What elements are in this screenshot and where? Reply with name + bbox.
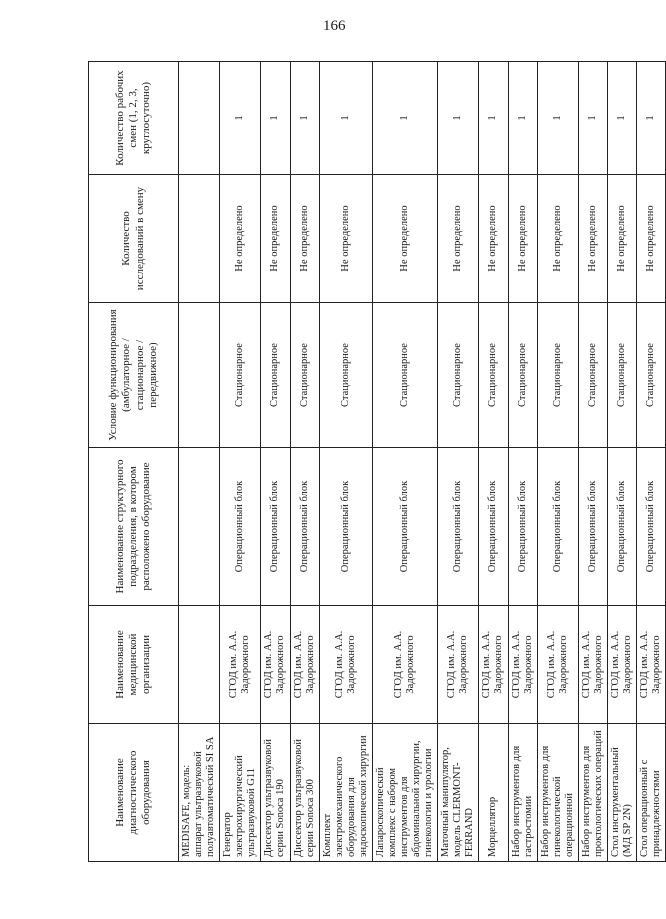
table-cell: Маточный манипулятор, модель CLERMONT-FERRAND bbox=[438, 724, 479, 862]
equipment-table bbox=[88, 61, 666, 862]
table-row bbox=[319, 62, 372, 862]
table-cell: Не определено bbox=[637, 175, 666, 303]
table-cell: Не определено bbox=[372, 175, 437, 303]
table-body bbox=[179, 62, 666, 862]
table-cell: 1 bbox=[372, 62, 437, 175]
table-cell: MEDISAFE, модель: аппарат ультразвуковой полуавтоматический SI SA bbox=[179, 724, 220, 862]
table-row bbox=[607, 62, 636, 862]
table-cell bbox=[179, 303, 220, 448]
table-cell: 1 bbox=[220, 62, 261, 175]
table-cell: 1 bbox=[479, 62, 508, 175]
table-row bbox=[290, 62, 319, 862]
table-cell: Операционный блок bbox=[261, 448, 290, 606]
table-cell: Не определено bbox=[438, 175, 479, 303]
table-cell: Операционный блок bbox=[607, 448, 636, 606]
table-cell: Не определено bbox=[508, 175, 537, 303]
table-cell: Операционный блок bbox=[372, 448, 437, 606]
table-cell: Не определено bbox=[290, 175, 319, 303]
table-cell: Стационарное bbox=[578, 303, 607, 448]
rotated-table-container bbox=[88, 62, 663, 862]
table-cell: СГОД им. А.А. Задорожного bbox=[578, 606, 607, 724]
table-cell: Стационарное bbox=[220, 303, 261, 448]
column-header: Условие функционирования (амбулаторное / стационарное / передвижное) bbox=[89, 303, 179, 448]
table-cell bbox=[179, 62, 220, 175]
table-row bbox=[578, 62, 607, 862]
table-cell: 1 bbox=[319, 62, 372, 175]
table-row bbox=[508, 62, 537, 862]
table-cell: Не определено bbox=[261, 175, 290, 303]
table-cell: Операционный блок bbox=[578, 448, 607, 606]
table-cell: СГОД им. А.А. Задорожного bbox=[637, 606, 666, 724]
table-cell: СГОД им. А.А. Задорожного bbox=[220, 606, 261, 724]
table-cell: Диссектор ультразвуковой серии Sonoca 190 bbox=[261, 724, 290, 862]
table-cell: Операционный блок bbox=[290, 448, 319, 606]
table-cell: Лапароскопический комплекс с набором инструментов для абдоминальной хирургии, гинекологии и урологии bbox=[372, 724, 437, 862]
table-cell: Набор инструментов для гинекологической операционной bbox=[537, 724, 578, 862]
table-row bbox=[438, 62, 479, 862]
table-cell: СГОД им. А.А. Задорожного bbox=[479, 606, 508, 724]
table-cell: 1 bbox=[508, 62, 537, 175]
table-row bbox=[479, 62, 508, 862]
table-cell: Стационарное bbox=[438, 303, 479, 448]
table-cell: 1 bbox=[290, 62, 319, 175]
table-cell: Стационарное bbox=[290, 303, 319, 448]
table-cell: Диссектор ультразвуковой серии Sonoca 300 bbox=[290, 724, 319, 862]
table-row bbox=[220, 62, 261, 862]
table-cell: Стол операционный с принадлежностями bbox=[637, 724, 666, 862]
table-cell: Комплект электромеханического оборудования для эндоскопической хирургии bbox=[319, 724, 372, 862]
column-header: Количество рабочих смен (1, 2, 3, круглосуточно) bbox=[89, 62, 179, 175]
table-cell: Стационарное bbox=[508, 303, 537, 448]
table-cell: Операционный блок bbox=[438, 448, 479, 606]
table-cell: 1 bbox=[607, 62, 636, 175]
table-cell: Стационарное bbox=[261, 303, 290, 448]
table-cell bbox=[179, 606, 220, 724]
table-row bbox=[179, 62, 220, 862]
table-row bbox=[261, 62, 290, 862]
table-cell: 1 bbox=[537, 62, 578, 175]
table-cell: Стационарное bbox=[319, 303, 372, 448]
table-cell bbox=[179, 175, 220, 303]
table-cell: Операционный блок bbox=[319, 448, 372, 606]
table-cell: Операционный блок bbox=[220, 448, 261, 606]
table-cell: Стационарное bbox=[372, 303, 437, 448]
table-header-row bbox=[89, 62, 179, 862]
table-row bbox=[537, 62, 578, 862]
table-cell: Операционный блок bbox=[637, 448, 666, 606]
table-cell: СГОД им. А.А. Задорожного bbox=[508, 606, 537, 724]
table-cell: 1 bbox=[637, 62, 666, 175]
table-cell: Стационарное bbox=[479, 303, 508, 448]
table-cell: Набор инструментов для проктологических операций bbox=[578, 724, 607, 862]
table-cell: Морцеллятор bbox=[479, 724, 508, 862]
table-cell: Не определено bbox=[607, 175, 636, 303]
table-cell: Стол инструментальный (MД SP 2N) bbox=[607, 724, 636, 862]
table-cell: Стационарное bbox=[607, 303, 636, 448]
table-cell: СГОД им. А.А. Задорожного bbox=[319, 606, 372, 724]
table-cell: 1 bbox=[578, 62, 607, 175]
table-cell: Операционный блок bbox=[479, 448, 508, 606]
table-cell: Генератор электрохирургический ультразвуковой G11 bbox=[220, 724, 261, 862]
column-header: Наименование диагностического оборудования bbox=[89, 724, 179, 862]
table-cell: СГОД им. А.А. Задорожного bbox=[261, 606, 290, 724]
table-cell: СГОД им. А.А. Задорожного bbox=[438, 606, 479, 724]
table-cell: Набор инструментов для гастростомии bbox=[508, 724, 537, 862]
table-cell: Не определено bbox=[319, 175, 372, 303]
page-number: 166 bbox=[323, 18, 346, 34]
table-cell: Стационарное bbox=[537, 303, 578, 448]
table-row bbox=[372, 62, 437, 862]
column-header: Наименование медицинской организации bbox=[89, 606, 179, 724]
table-cell: 1 bbox=[261, 62, 290, 175]
table-cell: 1 bbox=[438, 62, 479, 175]
column-header: Количество исследований в смену bbox=[89, 175, 179, 303]
table-cell: Не определено bbox=[479, 175, 508, 303]
table-row bbox=[637, 62, 666, 862]
column-header: Наименование структурного подразделения, в котором расположено оборудование bbox=[89, 448, 179, 606]
table-cell: Стационарное bbox=[637, 303, 666, 448]
table-cell: Не определено bbox=[220, 175, 261, 303]
table-cell: СГОД им. А.А. Задорожного bbox=[372, 606, 437, 724]
table-cell: Не определено bbox=[537, 175, 578, 303]
table-cell: Операционный блок bbox=[537, 448, 578, 606]
table-cell: СГОД им. А.А. Задорожного bbox=[607, 606, 636, 724]
table-cell: СГОД им. А.А. Задорожного bbox=[290, 606, 319, 724]
table-cell: Не определено bbox=[578, 175, 607, 303]
table-cell bbox=[179, 448, 220, 606]
table-cell: СГОД им. А.А. Задорожного bbox=[537, 606, 578, 724]
table-cell: Операционный блок bbox=[508, 448, 537, 606]
